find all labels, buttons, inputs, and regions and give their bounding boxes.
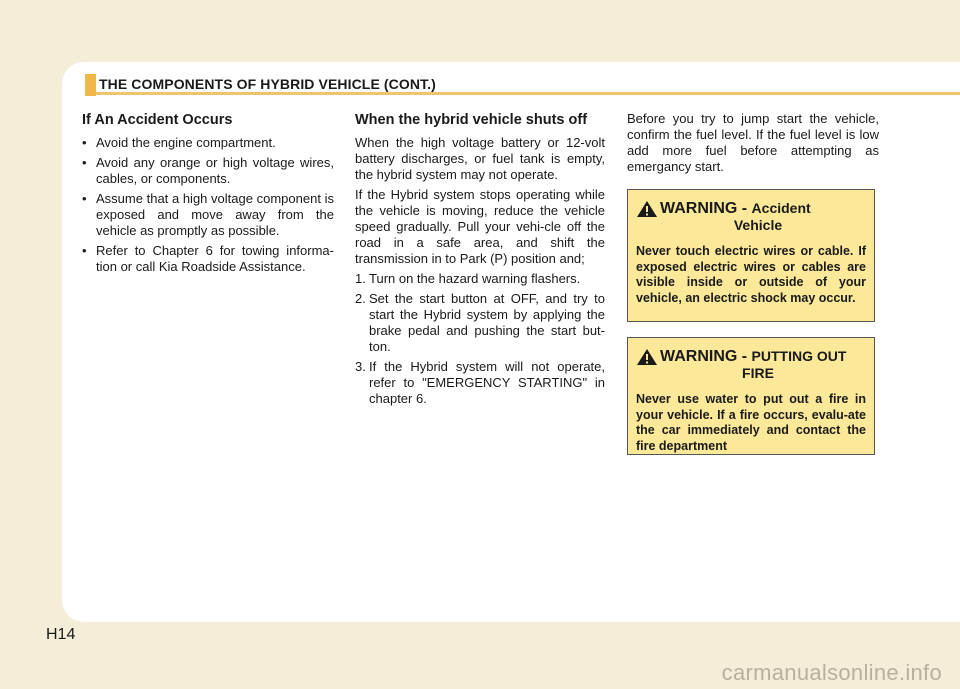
bullet-icon: • [82, 155, 87, 170]
warning-title: WARNING - PUTTING OUT FIRE [636, 348, 866, 382]
section-header [85, 74, 960, 96]
column-accident [82, 111, 334, 279]
column-shutoff [355, 111, 605, 411]
warning-box-fire [627, 337, 875, 455]
watermark: carmanualsonline.info [721, 660, 942, 685]
bullet-icon: • [82, 135, 87, 150]
list-item: • Assume that a high voltage component is exposed and move away from the vehicle as promptly as possible. [82, 191, 334, 238]
section-accent [85, 74, 96, 96]
list-item: • Avoid the engine compartment. [82, 135, 276, 150]
bullet-icon: • [82, 191, 87, 206]
warning-text: Never use water to put out a fire in your vehicle. If a fire occurs, evalu-ate the car immediately and contact the fire department [636, 392, 866, 453]
paragraph: If the Hybrid system stops operating while the vehicle is moving, reduce the vehicle speed gradually. Pull your vehi-cle off the road in a safe area, and shift the transmission in to Park (P) position and; [355, 187, 605, 266]
list-item: 1. Turn on the hazard warning flashers. [355, 271, 581, 286]
section-rule [96, 92, 960, 95]
list-item: 3. If the Hybrid system will not operate, refer to "EMERGENCY STARTING" in chapter 6. [355, 359, 605, 406]
paragraph: Before you try to jump start the vehicle, confirm the fuel level. If the fuel level is low add more fuel before attempting as emergancy start. [627, 111, 879, 174]
warning-text: Never touch electric wires or cable. If exposed electric wires or cables are visible inside or outside of your vehicle, an electric shock may occur. [636, 244, 866, 305]
warning-box-accident [627, 189, 875, 322]
heading-accident: If An Accident Occurs [82, 112, 233, 128]
bullet-icon: • [82, 243, 87, 258]
warning-title: WARNING - Accident Vehicle [636, 200, 866, 234]
accident-bullet-list [82, 135, 334, 275]
list-item: 2. Set the start button at OFF, and try to start the Hybrid system by applying the brake pedal and pushing the start but-ton. [355, 291, 605, 354]
warning-triangle-icon [636, 348, 658, 366]
column-jumpstart [627, 111, 879, 179]
list-item: • Avoid any orange or high voltage wires, cables, or components. [82, 155, 334, 186]
heading-shutoff: When the hybrid vehicle shuts off [355, 112, 588, 128]
list-item: • Refer to Chapter 6 for towing informa-tion or call Kia Roadside Assistance. [82, 243, 334, 274]
section-title: THE COMPONENTS OF HYBRID VEHICLE (CONT.) [99, 76, 436, 92]
paragraph: When the high voltage battery or 12-volt battery discharges, or fuel tank is empty, the hybrid system may not operate. [355, 135, 605, 182]
shutoff-steps [355, 271, 605, 407]
page-number: H14 [46, 626, 76, 643]
warning-triangle-icon [636, 200, 658, 218]
